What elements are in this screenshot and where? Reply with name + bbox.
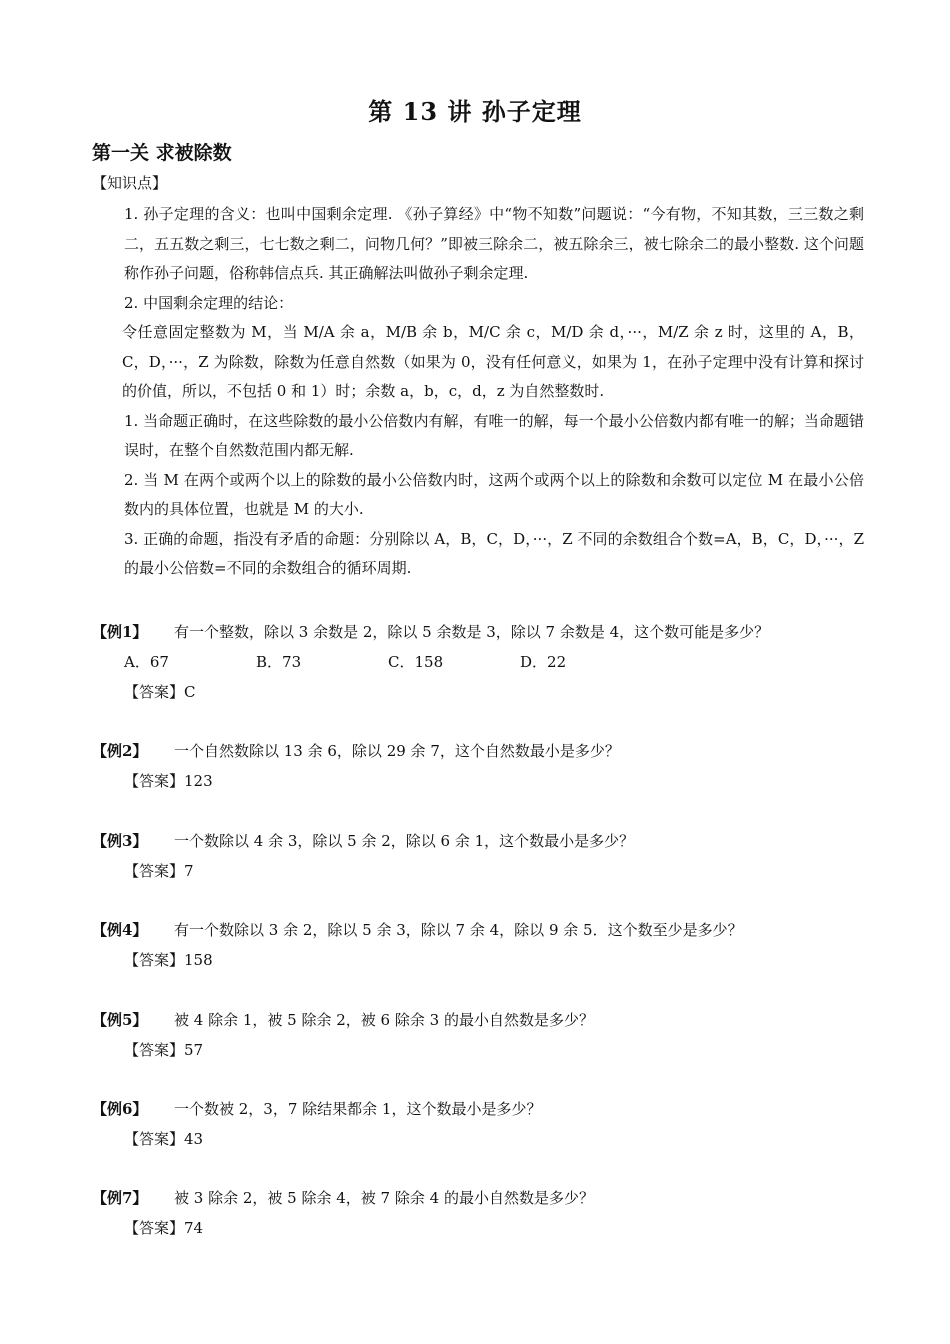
option-c: C．158 <box>388 653 444 671</box>
example-answer: 【答案】123 <box>124 772 213 790</box>
example-question: 有一个数除以 3 余 2，除以 5 余 3，除以 7 余 4，除以 9 余 5．这个数至少是多少？ <box>174 921 743 939</box>
example-answer: 【答案】43 <box>124 1130 204 1148</box>
example-tag: 【例3】 <box>92 832 148 850</box>
knowledge-paragraph: 2. 当 M 在两个或两个以上的除数的最小公倍数内时，这两个或两个以上的除数和余数可以定位 M 在最小公倍数内的具体位置，也就是 M 的大小. <box>124 470 864 518</box>
answer-options <box>124 647 892 677</box>
example-question: 一个自然数除以 13 余 6，除以 29 余 7，这个自然数最小是多少？ <box>174 742 620 760</box>
option-b: B．73 <box>256 653 302 671</box>
example-answer: 【答案】158 <box>124 951 213 969</box>
knowledge-paragraph: 2. 中国剩余定理的结论： <box>124 293 294 312</box>
example-answer: 【答案】57 <box>124 1041 204 1059</box>
example-4 <box>92 915 892 975</box>
example-answer: 【答案】7 <box>124 862 194 880</box>
knowledge-points <box>124 200 864 584</box>
example-question: 被 4 除余 1，被 5 除余 2，被 6 除余 3 的最小自然数是多少？ <box>174 1011 594 1029</box>
option-d: D．22 <box>520 653 567 671</box>
example-question: 一个数被 2，3，7 除结果都余 1，这个数最小是多少？ <box>174 1100 542 1118</box>
example-question: 一个数除以 4 余 3，除以 5 余 2，除以 6 余 1，这个数最小是多少？ <box>174 832 635 850</box>
example-answer: 【答案】C <box>124 683 196 701</box>
section-heading: 第一关 求被除数 <box>92 142 232 164</box>
example-tag: 【例6】 <box>92 1100 148 1118</box>
knowledge-label: 【知识点】 <box>92 174 168 192</box>
example-tag: 【例5】 <box>92 1011 148 1029</box>
example-tag: 【例4】 <box>92 921 148 939</box>
knowledge-paragraph: 令任意固定整数为 M，当 M/A 余 a，M/B 余 b，M/C 余 c，M/D 余 d，···，M/Z 余 z 时，这里的 A，B，C，D，···，Z 为除数，除数为任意自然数（如果为 0，没有任何意义，如果为 1，在孙子定理中没有计算和探讨的价值，所以，不包括 0 和 1）时；余数 a，b，c，d，z 为自然整数时. <box>122 323 864 400</box>
knowledge-paragraph: 3. 正确的命题，指没有矛盾的命题：分别除以 A，B，C，D，···，Z 不同的余数组合个数=A，B，C，D，···，Z 的最小公倍数=不同的余数组合的循环周期. <box>124 529 864 577</box>
lesson-title: 第 13 讲 孙子定理 <box>368 97 582 126</box>
example-answer: 【答案】74 <box>124 1219 204 1237</box>
example-question: 有一个整数，除以 3 余数是 2，除以 5 余数是 3，除以 7 余数是 4，这个数可能是多少？ <box>174 623 770 641</box>
example-tag: 【例2】 <box>92 742 148 760</box>
example-3 <box>92 826 892 886</box>
example-tag: 【例1】 <box>92 623 148 641</box>
example-tag: 【例7】 <box>92 1189 148 1207</box>
knowledge-paragraph: 1. 孙子定理的含义：也叫中国剩余定理. 《孙子算经》中“物不知数”问题说：“今有物，不知其数，三三数之剩二，五五数之剩三，七七数之剩二，问物几何？”即被三除余二，被五除余三，被七除余二的最小整数. 这个问题称作孙子问题，俗称韩信点兵. 其正确解法叫做孙子剩余定理. <box>124 205 864 282</box>
example-7 <box>92 1183 892 1243</box>
knowledge-paragraph: 1. 当命题正确时，在这些除数的最小公倍数内有解，有唯一的解，每一个最小公倍数内都有唯一的解；当命题错误时，在整个自然数范围内都无解. <box>124 411 864 459</box>
example-question: 被 3 除余 2，被 5 除余 4，被 7 除余 4 的最小自然数是多少？ <box>174 1189 594 1207</box>
example-5 <box>92 1005 892 1065</box>
example-1 <box>92 617 892 707</box>
option-a: A．67 <box>124 653 169 671</box>
example-6 <box>92 1094 892 1154</box>
example-2 <box>92 736 892 796</box>
